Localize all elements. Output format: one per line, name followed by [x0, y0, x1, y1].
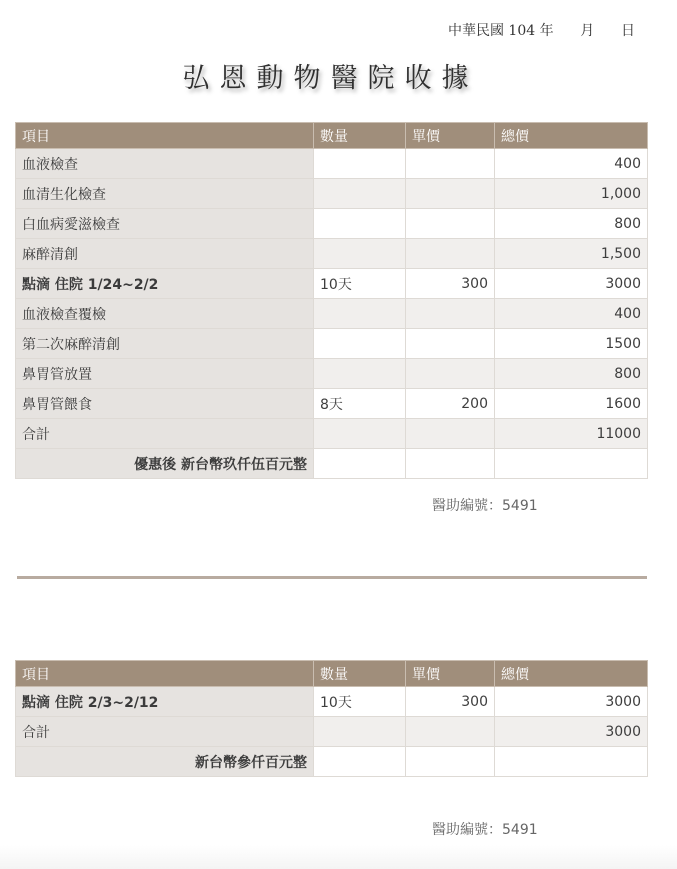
table-row-total: [16, 419, 648, 449]
item-cell: 點滴 住院 2/3~2/12: [16, 687, 314, 717]
date-line: 中華民國 104 年 月 日: [447, 23, 635, 39]
column-header-total: 總價: [495, 123, 648, 149]
item-cell: 血液檢查: [16, 149, 314, 179]
table-row: [16, 149, 648, 179]
item-cell: 鼻胃管放置: [16, 359, 314, 389]
table-row: [16, 687, 648, 717]
total-cell: 400: [495, 149, 648, 179]
item-cell: 血清生化檢查: [16, 179, 314, 209]
table-row: [16, 269, 648, 299]
table-row: [16, 179, 648, 209]
table-header-row: [16, 123, 648, 149]
receipt-table-2: [15, 660, 648, 777]
item-cell: 點滴 住院 1/24~2/2: [16, 269, 314, 299]
unit-price-cell: [406, 239, 495, 269]
table-row-summary: [16, 449, 648, 479]
empty-cell: [495, 449, 648, 479]
bottom-shade: [0, 845, 677, 869]
qty-cell: 10天: [314, 269, 406, 299]
empty-cell: [314, 449, 406, 479]
item-cell: 第二次麻醉清創: [16, 329, 314, 359]
qty-cell: [314, 359, 406, 389]
unit-price-cell: [406, 149, 495, 179]
table-row: [16, 239, 648, 269]
receipt-title: 弘恩動物醫院收據: [182, 63, 479, 94]
qty-cell: [314, 179, 406, 209]
item-cell: 血液檢查覆檢: [16, 299, 314, 329]
column-header-item: 項目: [16, 661, 314, 687]
unit-price-cell: [406, 179, 495, 209]
column-header-qty: 數量: [314, 123, 406, 149]
qty-cell: 10天: [314, 687, 406, 717]
item-cell: 麻醉清創: [16, 239, 314, 269]
table-row: [16, 209, 648, 239]
qty-cell: [314, 717, 406, 747]
unit-price-cell: [406, 717, 495, 747]
table-row-summary: [16, 747, 648, 777]
medical-aid-number: 醫助編號：5491: [432, 822, 538, 838]
column-header-unit-price: 單價: [406, 661, 495, 687]
qty-cell: [314, 419, 406, 449]
total-cell: 3000: [495, 269, 648, 299]
item-cell: 白血病愛滋檢查: [16, 209, 314, 239]
receipt-table-1: [15, 122, 648, 479]
total-cell: 1500: [495, 329, 648, 359]
unit-price-cell: [406, 419, 495, 449]
qty-cell: [314, 209, 406, 239]
total-cell: 1,000: [495, 179, 648, 209]
table-row: [16, 389, 648, 419]
unit-price-cell: [406, 329, 495, 359]
qty-cell: [314, 329, 406, 359]
total-cell: 3000: [495, 687, 648, 717]
empty-cell: [495, 747, 648, 777]
total-cell: 1600: [495, 389, 648, 419]
item-cell: 合計: [16, 717, 314, 747]
total-cell: 400: [495, 299, 648, 329]
table-row: [16, 329, 648, 359]
column-header-total: 總價: [495, 661, 648, 687]
unit-price-cell: [406, 299, 495, 329]
column-header-qty: 數量: [314, 661, 406, 687]
unit-price-cell: 200: [406, 389, 495, 419]
total-cell: 11000: [495, 419, 648, 449]
unit-price-cell: 300: [406, 687, 495, 717]
column-header-unit-price: 單價: [406, 123, 495, 149]
unit-price-cell: [406, 209, 495, 239]
table-row-total: [16, 717, 648, 747]
unit-price-cell: 300: [406, 269, 495, 299]
qty-cell: 8天: [314, 389, 406, 419]
qty-cell: [314, 149, 406, 179]
summary-amount-text: 優惠後 新台幣玖仟伍百元整: [16, 449, 314, 479]
unit-price-cell: [406, 359, 495, 389]
item-cell: 鼻胃管餵食: [16, 389, 314, 419]
empty-cell: [406, 449, 495, 479]
table-row: [16, 359, 648, 389]
summary-amount-text: 新台幣參仟百元整: [16, 747, 314, 777]
table-row: [16, 299, 648, 329]
total-cell: 3000: [495, 717, 648, 747]
column-header-item: 項目: [16, 123, 314, 149]
empty-cell: [406, 747, 495, 777]
qty-cell: [314, 299, 406, 329]
item-cell: 合計: [16, 419, 314, 449]
qty-cell: [314, 239, 406, 269]
medical-aid-number: 醫助編號：5491: [432, 498, 538, 514]
table-header-row: [16, 661, 648, 687]
total-cell: 1,500: [495, 239, 648, 269]
total-cell: 800: [495, 359, 648, 389]
total-cell: 800: [495, 209, 648, 239]
section-divider: [17, 576, 647, 579]
empty-cell: [314, 747, 406, 777]
